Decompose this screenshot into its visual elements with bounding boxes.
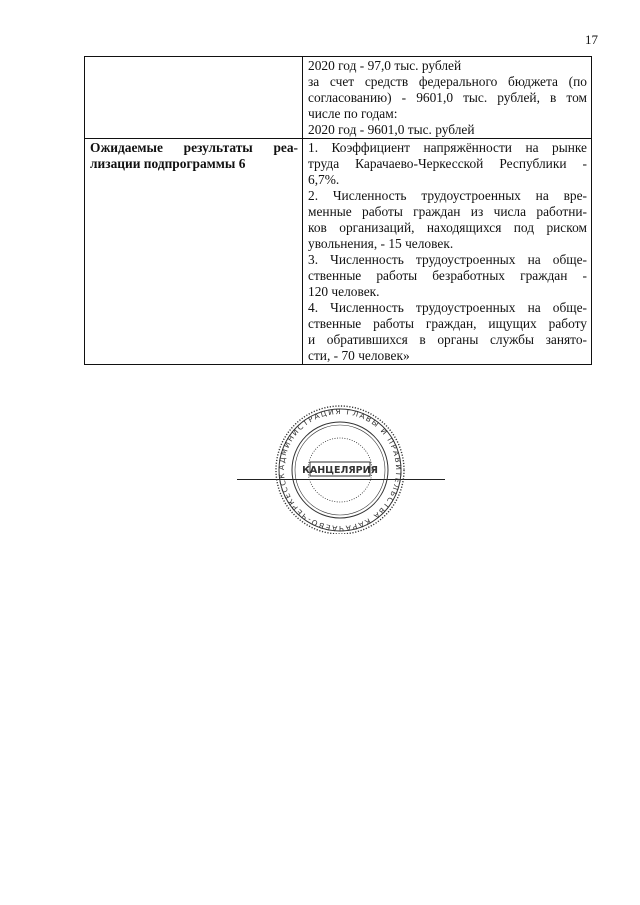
expected-results-label <box>85 139 303 365</box>
result-2-line-4: увольнения, - 15 человек. <box>308 236 454 251</box>
label-line-1: Ожидаемые результаты реа- <box>90 140 298 155</box>
seal-center-text: КАНЦЕЛЯРИЯ <box>302 465 378 476</box>
expected-results-value <box>303 139 592 365</box>
result-1-line-2: труда Карачаево-Черкесской Республики - <box>308 156 587 171</box>
budget-line-1: 2020 год - 97,0 тыс. рублей <box>308 58 462 73</box>
result-1-line-3: 6,7%. <box>308 172 340 187</box>
table-row <box>85 139 592 365</box>
row1-value-cell <box>303 57 592 139</box>
subprogram-table <box>84 56 592 365</box>
result-2-line-3: ков организаций, находящихся под риском <box>308 220 587 235</box>
seal-center-box <box>302 462 378 476</box>
result-3-line-1: 3. Численность трудоустроенных на обще- <box>308 252 587 267</box>
official-seal <box>230 404 450 534</box>
budget-line-4: числе по годам: <box>308 106 398 121</box>
result-4-line-3: и обратившихся в органы службы занято- <box>308 332 587 347</box>
budget-line-2: за счет средств федерального бюджета (по <box>308 74 587 89</box>
result-3-line-3: 120 человек. <box>308 284 380 299</box>
row1-label-cell <box>85 57 303 139</box>
table-row <box>85 57 592 139</box>
result-2-line-2: менные работы граждан из числа работни- <box>308 204 587 219</box>
result-4-line-4: сти, - 70 человек» <box>308 348 410 363</box>
seal-outer-text: АДМИНИСТРАЦИЯ ГЛАВЫ И ПРАВИТЕЛЬСТВА КАРАЧАЕВО-ЧЕРКЕССК <box>276 406 404 534</box>
result-3-line-2: ственные работы безработных граждан - <box>308 268 587 283</box>
result-4-line-1: 4. Численность трудоустроенных на обще- <box>308 300 587 315</box>
label-line-2: лизации подпрограммы 6 <box>90 156 246 171</box>
result-4-line-2: ственные работы граждан, ищущих работу <box>308 316 587 331</box>
budget-line-3: согласованию) - 9601,0 тыс. рублей, в том <box>308 90 587 105</box>
result-2-line-1: 2. Численность трудоустроенных на вре- <box>308 188 587 203</box>
budget-line-5: 2020 год - 9601,0 тыс. рублей <box>308 122 475 137</box>
page-number: 17 <box>585 32 598 47</box>
result-1-line-1: 1. Коэффициент напряжённости на рынке <box>308 140 587 155</box>
seal-graphic <box>230 404 450 534</box>
